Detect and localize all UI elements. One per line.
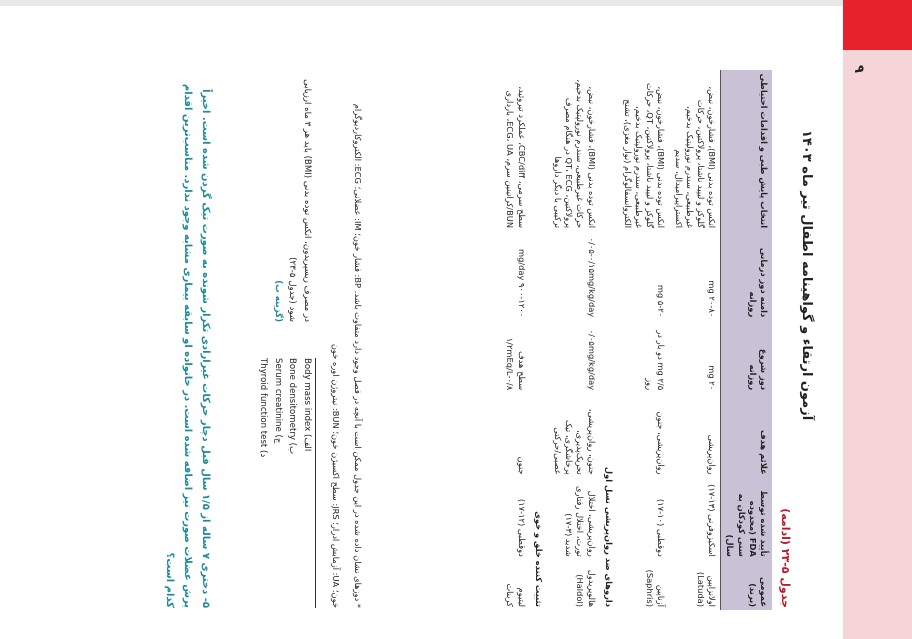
section-row: [530, 70, 549, 610]
cell-symptoms: جنون، روان‌پریشی، تحریک‌پذیری، پرخاشگری، تیک عصبی/حرکتی: [553, 408, 597, 475]
rotated-content: [62, 60, 804, 620]
abbreviation-item: Serum creatinine (ج: [272, 358, 283, 444]
cell-start: ۲/۵ mg دو بار در روز: [645, 330, 667, 391]
section-row: [600, 70, 619, 610]
cell-start: ۰/۰۵mg/kg/day: [586, 329, 597, 391]
cell-range: ۰/۰۵-۰/۱۵mg/kg/day: [586, 237, 597, 318]
section-title: تثبیت کننده خلق و خوی: [533, 511, 544, 607]
cell-fda: اسکیزوفرنی (۱۳-۱۷): [707, 484, 718, 557]
table-row: [501, 70, 529, 610]
cell-range: ۵-۲۰ mg: [656, 284, 667, 318]
cell-generic: لیتیوم کربنات: [505, 583, 527, 607]
divider: [315, 358, 316, 608]
note-answer: (گزینه ب): [272, 280, 283, 322]
cell-range: ۹۰۰-۱۲۰۰ mg/day: [516, 248, 527, 318]
cell-generic: آزناپین (Saphris): [645, 569, 667, 607]
table-row: [619, 70, 670, 610]
running-header: آزمون ارتقاء و گواهینامه اطفال تیر ماه ۱۴۰۳: [799, 130, 814, 421]
col-start: دوز شروع روزانه: [721, 320, 772, 393]
footnote: * دوزهای نشان داده شده در این جدول ممکن است با آنچه در فصل وجود دارد متفاوت باشد. BP: فشار خون؛ IM: عضلانی؛ ECG: الکتروکاردیوگرام: [353, 103, 363, 608]
col-fda: تأیید شده توسط FDA (محدوده سنی کودکان به سال): [721, 478, 772, 560]
question-text: ۵- دختری ۷ ساله از ۱/۵ سال قبل دچار حرکات غیرارادی تکرار شونده به صورت تیک گردن شده است. اخیراً پرش عضلات صورت نیز اضافه شده است. در خانواده او سابقه بیماری مشابه وجود ندارد. مناسب‌ترین اقدام کدام است؟: [164, 83, 211, 608]
cell-fda: دوقطبی (۱۰-۱۷): [656, 498, 667, 557]
table-row: [549, 70, 600, 610]
table-row: [670, 70, 721, 610]
side-margin-band: [843, 6, 912, 639]
side-margin-gap: [832, 6, 843, 639]
cell-monitoring: انکس توده بدنی (BMI)، فشارخون، نبض، گلوکز و لیپید ناشتا، پرولاکتین، QT، حرکات غیرطبیعی، سندرم نورولپتیک بدخیم، الکتروانسفالوگرام (نوار مغزی)، تشنج: [622, 82, 667, 229]
abbreviation-item: Body mass index (الف: [302, 358, 312, 452]
abbreviation-item: Thyroid function test (د: [258, 358, 269, 458]
col-monitoring: انتخاب پایش طبی و اقدامات احتیاطی: [721, 70, 772, 231]
cell-symptoms: روان‌پریشی، جنون: [656, 411, 667, 475]
col-range: دامنه دوز درمانی روزانه: [721, 231, 772, 320]
answer-note: [270, 72, 314, 322]
table-header-row: [721, 70, 772, 610]
cell-start: ۲۰ mg: [707, 365, 718, 391]
medication-table: [501, 70, 772, 610]
cell-monitoring: انکس توده بدنی (BMI)، فشارخون، نبض، حرکات غیرطبیعی، سندرم نورولپتیک بدخیم، پرولاکتین، QT، ECG در هنگام مصرف ترکیبی با دیگر داروها: [553, 79, 597, 229]
cell-monitoring: انکس توده بدنی (BMI)، فشارخون، نبض، گلوکز و لیپید ناشتا، پرولاکتین، حرکات غیرطبیعی، سندرم نورولپتیک بدخیم، اکستراپیرامیدال، سدیم: [673, 86, 718, 229]
table-caption: جدول ۵-۲۳ (ادامه): [779, 508, 792, 608]
note-text: در مصرف ریسپریدون، انکس توده بدنی (BMI) باید هر ۳ ماه ارزیابی شود (جدول ۵-۲۳): [287, 79, 312, 322]
col-symptoms: علائم هدف: [721, 393, 772, 478]
page-number: ۹: [851, 65, 867, 73]
footnote: خون؛ UA: آزمایش ادرار؛ JRS: سطح اکسیژن خون؛ BUN: نیتروژن اوره خون: [331, 343, 341, 608]
cell-symptoms: جنون: [516, 456, 527, 475]
top-bar: [0, 0, 912, 6]
page-body: [62, 60, 804, 620]
cell-range: ۲۰-۸۰ mg: [707, 280, 718, 318]
abbreviation-item: Bone densitometry (ب: [287, 358, 298, 455]
cell-generic: اولانزاپین (Latuda): [696, 571, 718, 607]
chapter-tab: [843, 0, 912, 50]
cell-generic: هالوپریدول (Haldol): [575, 569, 597, 607]
cell-fda: دوقطبی (۱۲-۱۷): [516, 498, 527, 557]
cell-fda: روان‌پریشی، اختلال تورت، اختلال رفتاری شدید (۳-۱۷): [564, 486, 597, 557]
abbreviation-list: [256, 358, 314, 608]
cell-monitoring: سطح سرمی، CBC/diff، عملکرد تیروئید، BUN/کراتینین سرم، ECG، UA، بارداری: [505, 86, 527, 229]
section-title: داروهای ضد روان‌پریشی نسل اول: [603, 466, 614, 607]
cell-symptoms: روان‌پریشی: [707, 434, 718, 475]
cell-start: سطح هدف ۰/۸-۱/۲mEq/L: [505, 337, 527, 391]
col-generic: عمومی (برند): [721, 560, 772, 610]
